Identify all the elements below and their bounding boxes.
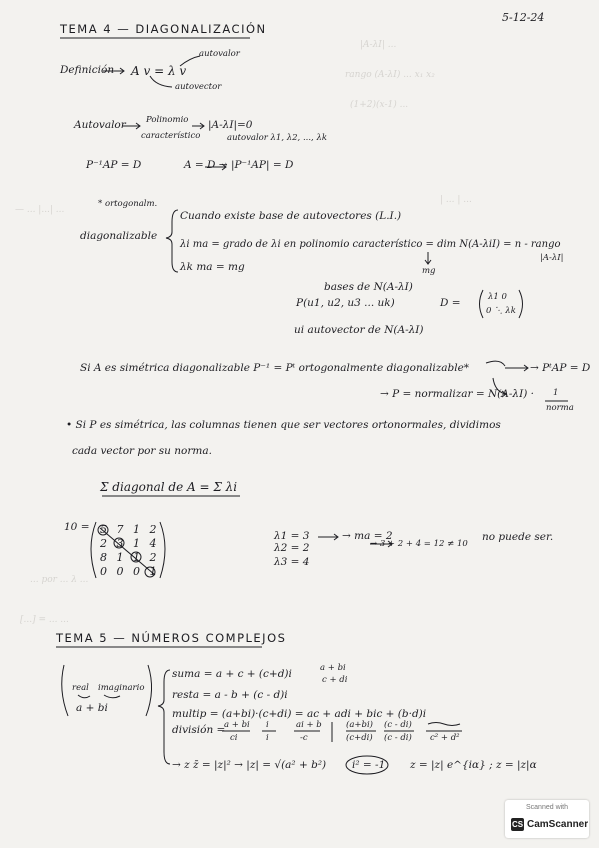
division-fraction-3-bottom: -c	[300, 733, 308, 743]
matrix-cell: 2	[149, 551, 157, 564]
camscanner-badge	[505, 800, 589, 838]
ptap-equation: → PᵗAP = D	[530, 362, 591, 374]
bleed-through-text: rango (A-λI) ... x₁ x₂	[345, 70, 435, 80]
division-fraction-1-top: a + bi	[224, 720, 250, 730]
matrix-cell: 0	[133, 565, 140, 578]
pap-equation: P⁻¹AP = D	[86, 159, 142, 171]
division-fraction-5-bottom: (c - di)	[384, 733, 412, 743]
matrix-cell: 1	[133, 537, 140, 550]
matrix-cell: 2	[100, 537, 107, 550]
section-title-tema4: TEMA 4 — DIAGONALIZACIÓN	[60, 22, 267, 36]
real-label: real	[72, 683, 89, 693]
suma-equation: suma = a + c + (c+d)i	[172, 668, 292, 680]
condition-multiplicidad: λi ma = grado de λi en polinomio característico = dim N(A-λiI) = n - rango	[180, 239, 561, 250]
sum-diagonal-equation: Σ diagonal de A = Σ λi	[100, 480, 238, 494]
p-normalizar: → P = normalizar = N(A-λI) ·	[380, 388, 534, 400]
matrix-cell: 2	[149, 523, 157, 536]
definicion-equation: A v = λ v	[131, 64, 187, 78]
matrix-cell: 4	[149, 537, 157, 550]
determinant-equation: |A-λI|=0	[208, 119, 253, 131]
autovalor-label: Autovalor	[74, 119, 126, 131]
ortogonalm-note: * ortogonalm.	[98, 199, 158, 209]
division-label: división =	[172, 724, 226, 736]
definicion-label: Definición	[60, 64, 115, 76]
division-fraction-5-top: (c - di)	[384, 720, 412, 730]
ab-bottom: c + di	[322, 675, 348, 685]
division-fraction-4-bottom: (c+di)	[346, 733, 373, 743]
p-simetrica-line-1: • Si P es simétrica, las columnas tienen que ser vectores ortonormales, dividimos	[66, 419, 501, 431]
bleed-through-text: — ... |...| ...	[15, 205, 65, 215]
matrix-cell: 0	[116, 565, 124, 578]
complex-form: a + bi	[76, 702, 108, 714]
polinomio-label: Polinomio	[146, 115, 189, 125]
scanned-with-label: Scanned with	[525, 804, 569, 811]
polar-form-equation: z = |z| e^{iα} ; z = |z|α	[410, 759, 537, 771]
lambda-2: λ2 = 2	[274, 542, 310, 554]
diagonalizable-label: diagonalizable	[80, 230, 158, 242]
autovalor-list: autovalor λ1, λ2, ..., λk	[227, 133, 327, 143]
condition-ma-mg: λk ma = mg	[180, 261, 245, 273]
modulo-equation: → z z̄ = |z|² → |z| = √(a² + b²)	[172, 759, 327, 771]
division-fraction-6-bottom: c² + d²	[430, 733, 460, 743]
page-date: 5-12-24	[502, 11, 545, 24]
resta-equation: resta = a - b + (c - d)i	[172, 689, 288, 701]
camscanner-logo-icon: CS	[511, 820, 524, 829]
division-fraction-3-top: ai + b	[296, 720, 322, 730]
imaginario-label: imaginario	[98, 683, 145, 693]
multiplicacion-equation: multip = (a+bi)·(c+di) = ac + adi + bic + (b·d)i	[172, 708, 427, 720]
camscanner-brand-label: CamScanner	[527, 819, 589, 830]
ab-top: a + bi	[320, 663, 346, 673]
matrix-cell: 5	[100, 523, 107, 536]
sum-check: → 3 + 2 + 4 = 12 ≠ 10	[370, 539, 468, 549]
matrix-cell: 8	[100, 551, 107, 564]
rango-note: |A-λI|	[540, 253, 564, 263]
matrix-cell: 1	[133, 551, 140, 564]
example-label: 10 =	[64, 521, 90, 533]
d-label: D =	[440, 297, 461, 309]
section-title-tema5: TEMA 5 — NÚMEROS COMPLEJOS	[56, 631, 287, 645]
caracteristico-label: característico	[141, 131, 201, 141]
norma-fraction-top: 1	[553, 388, 559, 398]
norma-fraction-bottom: norma	[546, 403, 574, 413]
bleed-through-text: (1+2)(x-1) ...	[350, 100, 409, 110]
division-fraction-4-top: (a+bi)	[346, 720, 373, 730]
i-squared-equation: i² = -1	[352, 759, 386, 771]
matrix-cell: 7	[116, 523, 124, 536]
matrix-cell: 1	[133, 523, 140, 536]
condition-base-autovectores: Cuando existe base de autovectores (L.I.)	[180, 210, 402, 222]
bleed-through-text: | ... | ...	[440, 195, 472, 205]
division-fraction-1-bottom: ci	[230, 733, 238, 743]
matrix-cell: 1	[149, 565, 157, 578]
d-diagonal-top: λ1 0	[488, 292, 507, 302]
bases-label: bases de N(A-λI)	[324, 281, 413, 293]
autovalor-note: autovalor	[199, 49, 240, 59]
autovector-note: autovector	[175, 82, 222, 92]
bleed-through-text: [...] = ... ...	[20, 615, 69, 625]
p-simetrica-line-2: cada vector por su norma.	[72, 445, 212, 457]
mg-note: mg	[422, 266, 436, 276]
p-matrix: P(u1, u2, u3 ... uk)	[296, 297, 395, 309]
ma-equation: → ma = 2	[342, 530, 393, 542]
lambda-1: λ1 = 3	[274, 530, 310, 542]
simetrica-line: Si A es simétrica diagonalizable P⁻¹ = Pᵗ ortogonalmente diagonalizable*	[80, 362, 470, 374]
no-puede-ser: no puede ser.	[482, 531, 554, 543]
bleed-through-text: |A-λI| ...	[360, 40, 397, 50]
division-fraction-2-top: i	[266, 720, 269, 730]
lambda-3: λ3 = 4	[274, 556, 310, 568]
d-diagonal-bottom: 0 ⋱ λk	[486, 306, 516, 316]
matrix-cell: 0	[100, 565, 107, 578]
ui-autovector-note: ui autovector de N(A-λI)	[294, 324, 424, 336]
a-d-equation: A = D → |P⁻¹AP| = D	[184, 159, 294, 171]
bleed-through-text: ... por ... λ ...	[30, 575, 89, 585]
division-fraction-2-bottom: i	[266, 733, 269, 743]
matrix-cell: 1	[116, 551, 124, 564]
matrix-cell: 3	[116, 537, 124, 550]
